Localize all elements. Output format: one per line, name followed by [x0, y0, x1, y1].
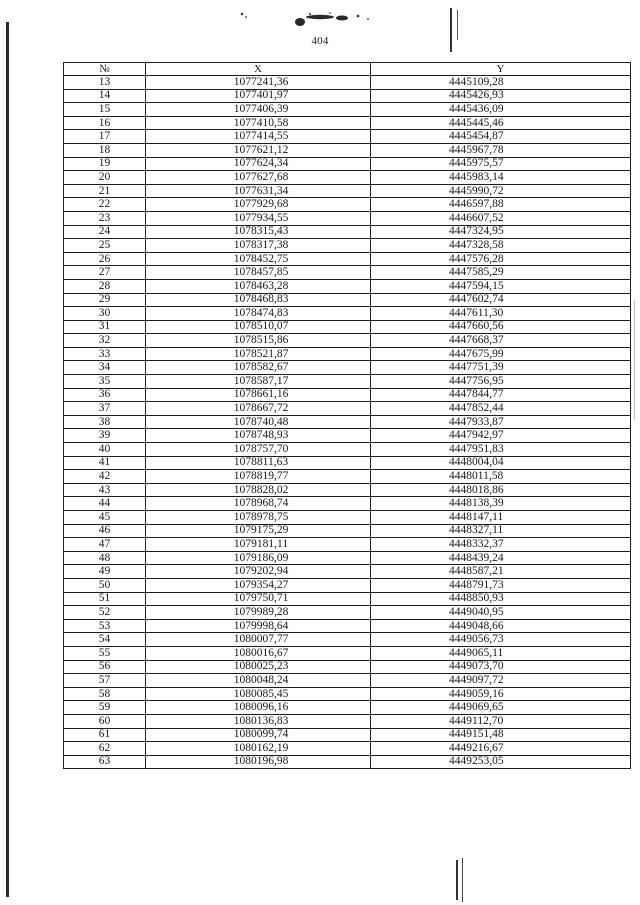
table-row: [64, 606, 631, 620]
table-body: [64, 76, 631, 769]
row-number-cell: 30: [64, 307, 146, 321]
y-coordinate-cell: 4447324,95: [371, 225, 631, 239]
row-number-cell: 43: [64, 483, 146, 497]
table-row: [64, 415, 631, 429]
table-row: [64, 687, 631, 701]
y-coordinate-cell: 4445454,87: [371, 130, 631, 144]
x-coordinate-cell: 1078457,85: [146, 266, 371, 280]
table-row: [64, 443, 631, 457]
table-row: [64, 184, 631, 198]
row-number-cell: 31: [64, 320, 146, 334]
y-coordinate-cell: 4447668,37: [371, 334, 631, 348]
scan-margin-line-right: [634, 300, 635, 420]
table-row: [64, 646, 631, 660]
table-row: [64, 456, 631, 470]
x-coordinate-cell: 1078452,75: [146, 252, 371, 266]
table-row: [64, 143, 631, 157]
y-coordinate-cell: 4448147,11: [371, 511, 631, 525]
row-number-cell: 48: [64, 551, 146, 565]
y-coordinate-cell: 4449040,95: [371, 606, 631, 620]
row-number-cell: 51: [64, 592, 146, 606]
y-coordinate-cell: 4448332,37: [371, 538, 631, 552]
y-coordinate-cell: 4447751,39: [371, 361, 631, 375]
y-coordinate-cell: 4447933,87: [371, 415, 631, 429]
table-row: [64, 565, 631, 579]
row-number-cell: 26: [64, 252, 146, 266]
row-number-cell: 59: [64, 701, 146, 715]
x-coordinate-cell: 1077621,12: [146, 143, 371, 157]
table-row: [64, 198, 631, 212]
row-number-cell: 39: [64, 429, 146, 443]
header-x: X: [146, 63, 371, 76]
x-coordinate-cell: 1079998,64: [146, 619, 371, 633]
scan-margin-line-left: [6, 22, 9, 897]
row-number-cell: 56: [64, 660, 146, 674]
table-row: [64, 266, 631, 280]
y-coordinate-cell: 4448587,21: [371, 565, 631, 579]
x-coordinate-cell: 1078968,74: [146, 497, 371, 511]
row-number-cell: 17: [64, 130, 146, 144]
x-coordinate-cell: 1079989,28: [146, 606, 371, 620]
x-coordinate-cell: 1078468,83: [146, 293, 371, 307]
y-coordinate-cell: 4448327,11: [371, 524, 631, 538]
y-coordinate-cell: 4447585,29: [371, 266, 631, 280]
header-y: Y: [371, 63, 631, 76]
y-coordinate-cell: 4445990,72: [371, 184, 631, 198]
scan-margin-line-bottom-secondary: [462, 858, 463, 902]
row-number-cell: 14: [64, 89, 146, 103]
y-coordinate-cell: 4449065,11: [371, 646, 631, 660]
table-row: [64, 130, 631, 144]
table-row: [64, 375, 631, 389]
row-number-cell: 46: [64, 524, 146, 538]
row-number-cell: 58: [64, 687, 146, 701]
x-coordinate-cell: 1078515,86: [146, 334, 371, 348]
x-coordinate-cell: 1078828,02: [146, 483, 371, 497]
row-number-cell: 28: [64, 279, 146, 293]
table-row: [64, 116, 631, 130]
table-row: [64, 619, 631, 633]
x-coordinate-cell: 1078978,75: [146, 511, 371, 525]
table-row: [64, 76, 631, 90]
coordinates-table: [63, 62, 631, 769]
row-number-cell: 42: [64, 470, 146, 484]
x-coordinate-cell: 1078315,43: [146, 225, 371, 239]
row-number-cell: 54: [64, 633, 146, 647]
row-number-cell: 19: [64, 157, 146, 171]
row-number-cell: 55: [64, 646, 146, 660]
x-coordinate-cell: 1079750,71: [146, 592, 371, 606]
y-coordinate-cell: 4449097,72: [371, 674, 631, 688]
row-number-cell: 47: [64, 538, 146, 552]
table-row: [64, 347, 631, 361]
y-coordinate-cell: 4447611,30: [371, 307, 631, 321]
x-coordinate-cell: 1080096,16: [146, 701, 371, 715]
y-coordinate-cell: 4447756,95: [371, 375, 631, 389]
row-number-cell: 62: [64, 742, 146, 756]
y-coordinate-cell: 4445975,57: [371, 157, 631, 171]
x-coordinate-cell: 1078757,70: [146, 443, 371, 457]
row-number-cell: 41: [64, 456, 146, 470]
y-coordinate-cell: 4445426,93: [371, 89, 631, 103]
y-coordinate-cell: 4447328,58: [371, 239, 631, 253]
x-coordinate-cell: 1077241,36: [146, 76, 371, 90]
x-coordinate-cell: 1077410,58: [146, 116, 371, 130]
row-number-cell: 27: [64, 266, 146, 280]
x-coordinate-cell: 1078740,48: [146, 415, 371, 429]
row-number-cell: 44: [64, 497, 146, 511]
table-row: [64, 211, 631, 225]
x-coordinate-cell: 1078661,16: [146, 388, 371, 402]
table-row: [64, 361, 631, 375]
x-coordinate-cell: 1079175,29: [146, 524, 371, 538]
row-number-cell: 60: [64, 714, 146, 728]
row-number-cell: 37: [64, 402, 146, 416]
table-row: [64, 279, 631, 293]
x-coordinate-cell: 1078317,38: [146, 239, 371, 253]
y-coordinate-cell: 4445967,78: [371, 143, 631, 157]
x-coordinate-cell: 1080162,19: [146, 742, 371, 756]
y-coordinate-cell: 4449151,48: [371, 728, 631, 742]
y-coordinate-cell: 4447852,44: [371, 402, 631, 416]
row-number-cell: 13: [64, 76, 146, 90]
y-coordinate-cell: 4449056,73: [371, 633, 631, 647]
table-header-row: [64, 63, 631, 76]
x-coordinate-cell: 1079186,09: [146, 551, 371, 565]
x-coordinate-cell: 1080007,77: [146, 633, 371, 647]
y-coordinate-cell: 4447576,28: [371, 252, 631, 266]
row-number-cell: 52: [64, 606, 146, 620]
row-number-cell: 50: [64, 578, 146, 592]
table-row: [64, 633, 631, 647]
y-coordinate-cell: 4448791,73: [371, 578, 631, 592]
table-row: [64, 470, 631, 484]
y-coordinate-cell: 4448018,86: [371, 483, 631, 497]
row-number-cell: 38: [64, 415, 146, 429]
x-coordinate-cell: 1080016,67: [146, 646, 371, 660]
x-coordinate-cell: 1080196,98: [146, 755, 371, 769]
y-coordinate-cell: 4445445,46: [371, 116, 631, 130]
y-coordinate-cell: 4445109,28: [371, 76, 631, 90]
y-coordinate-cell: 4447660,56: [371, 320, 631, 334]
row-number-cell: 25: [64, 239, 146, 253]
row-number-cell: 23: [64, 211, 146, 225]
row-number-cell: 63: [64, 755, 146, 769]
x-coordinate-cell: 1077934,55: [146, 211, 371, 225]
table-row: [64, 293, 631, 307]
row-number-cell: 45: [64, 511, 146, 525]
table-row: [64, 728, 631, 742]
x-coordinate-cell: 1079181,11: [146, 538, 371, 552]
table-row: [64, 755, 631, 769]
y-coordinate-cell: 4446597,88: [371, 198, 631, 212]
table-row: [64, 402, 631, 416]
y-coordinate-cell: 4448439,24: [371, 551, 631, 565]
stamp-smudge: [230, 8, 390, 30]
y-coordinate-cell: 4445436,09: [371, 103, 631, 117]
y-coordinate-cell: 4447602,74: [371, 293, 631, 307]
table-row: [64, 742, 631, 756]
table-row: [64, 388, 631, 402]
y-coordinate-cell: 4447675,99: [371, 347, 631, 361]
table-row: [64, 320, 631, 334]
x-coordinate-cell: 1077401,97: [146, 89, 371, 103]
table-row: [64, 89, 631, 103]
row-number-cell: 18: [64, 143, 146, 157]
table-row: [64, 578, 631, 592]
row-number-cell: 35: [64, 375, 146, 389]
x-coordinate-cell: 1080099,74: [146, 728, 371, 742]
table-row: [64, 483, 631, 497]
scan-margin-line-bottom: [456, 860, 458, 900]
y-coordinate-cell: 4449073,70: [371, 660, 631, 674]
x-coordinate-cell: 1080085,45: [146, 687, 371, 701]
y-coordinate-cell: 4446607,52: [371, 211, 631, 225]
table-row: [64, 714, 631, 728]
row-number-cell: 22: [64, 198, 146, 212]
table-row: [64, 660, 631, 674]
y-coordinate-cell: 4449112,70: [371, 714, 631, 728]
x-coordinate-cell: 1080025,23: [146, 660, 371, 674]
table-row: [64, 497, 631, 511]
x-coordinate-cell: 1078667,72: [146, 402, 371, 416]
y-coordinate-cell: 4447951,83: [371, 443, 631, 457]
table-row: [64, 103, 631, 117]
table-row: [64, 252, 631, 266]
row-number-cell: 61: [64, 728, 146, 742]
x-coordinate-cell: 1077624,34: [146, 157, 371, 171]
row-number-cell: 32: [64, 334, 146, 348]
x-coordinate-cell: 1077414,55: [146, 130, 371, 144]
x-coordinate-cell: 1078748,93: [146, 429, 371, 443]
table-row: [64, 225, 631, 239]
y-coordinate-cell: 4448011,58: [371, 470, 631, 484]
table-row: [64, 334, 631, 348]
x-coordinate-cell: 1079202,94: [146, 565, 371, 579]
table-row: [64, 171, 631, 185]
x-coordinate-cell: 1078510,07: [146, 320, 371, 334]
table-row: [64, 239, 631, 253]
table-row: [64, 429, 631, 443]
row-number-cell: 16: [64, 116, 146, 130]
x-coordinate-cell: 1079354,27: [146, 578, 371, 592]
y-coordinate-cell: 4447594,15: [371, 279, 631, 293]
table-row: [64, 307, 631, 321]
y-coordinate-cell: 4449069,65: [371, 701, 631, 715]
x-coordinate-cell: 1077929,68: [146, 198, 371, 212]
x-coordinate-cell: 1080136,83: [146, 714, 371, 728]
header-number: №: [64, 63, 146, 76]
row-number-cell: 33: [64, 347, 146, 361]
page-number: 404: [311, 35, 329, 47]
y-coordinate-cell: 4449048,66: [371, 619, 631, 633]
row-number-cell: 21: [64, 184, 146, 198]
row-number-cell: 49: [64, 565, 146, 579]
row-number-cell: 24: [64, 225, 146, 239]
x-coordinate-cell: 1078474,83: [146, 307, 371, 321]
y-coordinate-cell: 4449216,67: [371, 742, 631, 756]
table-row: [64, 701, 631, 715]
y-coordinate-cell: 4448004,04: [371, 456, 631, 470]
row-number-cell: 34: [64, 361, 146, 375]
table-row: [64, 157, 631, 171]
y-coordinate-cell: 4449059,16: [371, 687, 631, 701]
row-number-cell: 20: [64, 171, 146, 185]
row-number-cell: 36: [64, 388, 146, 402]
table-row: [64, 538, 631, 552]
row-number-cell: 53: [64, 619, 146, 633]
y-coordinate-cell: 4447844,77: [371, 388, 631, 402]
y-coordinate-cell: 4445983,14: [371, 171, 631, 185]
y-coordinate-cell: 4447942,97: [371, 429, 631, 443]
y-coordinate-cell: 4449253,05: [371, 755, 631, 769]
x-coordinate-cell: 1080048,24: [146, 674, 371, 688]
x-coordinate-cell: 1078582,67: [146, 361, 371, 375]
table-row: [64, 551, 631, 565]
table-row: [64, 592, 631, 606]
y-coordinate-cell: 4448138,39: [371, 497, 631, 511]
row-number-cell: 15: [64, 103, 146, 117]
y-coordinate-cell: 4448850,93: [371, 592, 631, 606]
row-number-cell: 40: [64, 443, 146, 457]
x-coordinate-cell: 1078819,77: [146, 470, 371, 484]
table-row: [64, 674, 631, 688]
table-row: [64, 511, 631, 525]
row-number-cell: 57: [64, 674, 146, 688]
row-number-cell: 29: [64, 293, 146, 307]
x-coordinate-cell: 1078587,17: [146, 375, 371, 389]
table-row: [64, 524, 631, 538]
x-coordinate-cell: 1077406,39: [146, 103, 371, 117]
x-coordinate-cell: 1078521,87: [146, 347, 371, 361]
x-coordinate-cell: 1077631,34: [146, 184, 371, 198]
x-coordinate-cell: 1078463,28: [146, 279, 371, 293]
x-coordinate-cell: 1078811,63: [146, 456, 371, 470]
x-coordinate-cell: 1077627,68: [146, 171, 371, 185]
